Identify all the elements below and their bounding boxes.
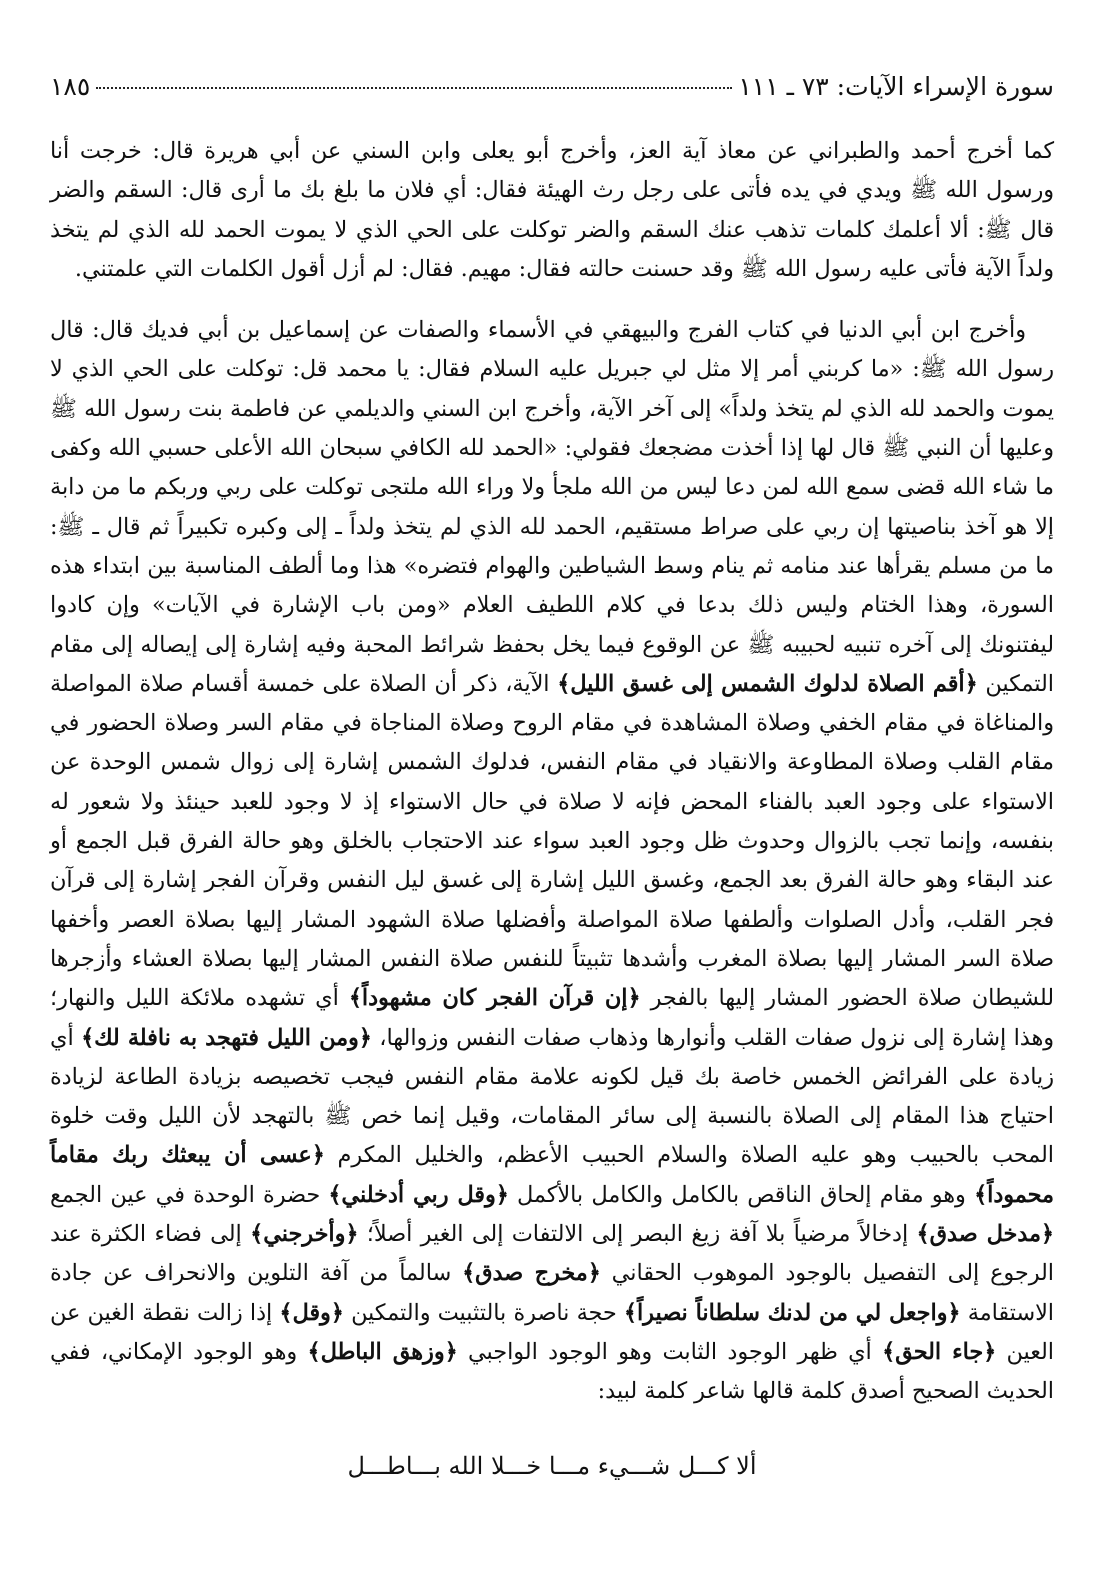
commentary-text: أي ظهر الوجود الثابت وهو الوجود الواجبي bbox=[457, 1338, 883, 1365]
header-dot-leader bbox=[96, 87, 732, 89]
commentary-text: إلى فضاء الكثرة عند الرجوع إلى التفصيل بالوجود الموهوب الحقاني bbox=[50, 1221, 1054, 1287]
commentary-text: إدخالاً مرضياً بلا آفة زيغ البصر إلى الالتفات إلى الغير أصلاً؛ bbox=[358, 1221, 917, 1248]
quran-quote: ﴿عسى أن يبعثك ربك مقاماً محموداً﴾ bbox=[50, 1142, 1054, 1208]
page bbox=[50, 72, 1054, 1552]
commentary-text: سالماً من آفة التلوين والانحراف عن جادة الاستقامة bbox=[50, 1260, 1054, 1326]
paragraph-hadith: كما أخرج أحمد والطبراني عن معاذ آية العز، وأخرج أبو يعلى وابن السني عن أبي هريرة قال: خرجت أنا ورسول الله ﷺ ويدي في يده فأتى على رجل رث الهيئة فقال: أي فلان ما بلغ بك ما أرى قال: السقم والضر قال ﷺ: ألا أعلمك كلمات تذهب عنك السقم والضر توكلت على الحي الذي لا يموت الحمد لله الذي لم يتخذ ولداً الآية فأتى عليه رسول الله ﷺ وقد حسنت حالته فقال: مهيم. فقال: لم أزل أقول الكلمات التي علمتني. bbox=[50, 138, 1054, 282]
commentary-text: أي زيادة على الفرائض الخمس خاصة بك قيل لكونه علامة مقام النفس فيجب تخصيصه بزيادة الطاعة لزيادة احتياج هذا المقام إلى الصلاة بالنسبة إلى سائر المقامات، وقيل إنما خص ﷺ بالتهجد لأن الليل وقت خلوة المحب بالحبيب وهو عليه الصلاة والسلام الحبيب الأعظم، والخليل المكرم bbox=[50, 1024, 1054, 1169]
quran-quote: ﴿جاء الحق﴾ bbox=[882, 1338, 997, 1365]
commentary-text: الآية، ذكر أن الصلاة على خمسة أقسام صلاة المواصلة والمناغاة في مقام الخفي وصلاة المشاهدة في مقام الروح وصلاة المناجاة في مقام السر وصلاة الحضور في مقام القلب وصلاة المطاوعة والانقياد في مقام النفس، فدلوك الشمس إشارة إلى زوال شمس الوحدة عن الاستواء على وجود العبد بالفناء المحض فإنه لا صلاة في حال الاستواء إذ لا وجود للعبد حينئذ ولا شعور له بنفسه، وإنما تجب بالزوال وحدوث ظل وجود العبد سواء عند الاحتجاب بالخلق وهو حالة الفرق قبل الجمع أو عند البقاء وهو حالة الفرق بعد الجمع، وغسق الليل إشارة إلى غسق ليل النفس وقرآن الفجر إشارة إلى قرآن فجر القلب، وأدل الصلوات وألطفها صلاة المواصلة وأفضلها صلاة الشهود المشار إليها بصلاة العصر وأخفها صلاة السر المشار إليها بصلاة المغرب وأشدها تثبيتاً للنفس صلاة النفس المشار إليها بصلاة العشاء وأزجرها للشيطان صلاة الحضور المشار إليها بالفجر bbox=[50, 670, 1054, 1012]
quran-quote: ﴿وأخرجني﴾ bbox=[250, 1221, 359, 1248]
paragraph-commentary bbox=[50, 311, 1054, 1411]
quran-quote: ﴿ومن الليل فتهجد به نافلة لك﴾ bbox=[81, 1024, 372, 1051]
commentary-text: وأخرج ابن أبي الدنيا في كتاب الفرج والبيهقي في الأسماء والصفات عن إسماعيل بن أبي فديك قال: قال رسول الله ﷺ: «ما كربني أمر إلا مثل لي جبريل عليه السلام فقال: يا محمد قل: توكلت على الحي الذي لا يموت والحمد لله الذي لم يتخذ ولداً» إلى آخر الآية، وأخرج ابن السني والديلمي عن فاطمة بنت رسول الله ﷺ وعليها أن النبي ﷺ قال لها إذا أخذت مضجعك فقولي: «الحمد لله الكافي سبحان الله الأعلى حسبي الله وكفى ما شاء الله قضى سمع الله لمن دعا ليس من الله ملجأ ولا وراء الله ملتجى توكلت على ربي وربكم ما من دابة إلا هو آخذ بناصيتها إن ربي على صراط مستقيم، الحمد لله الذي لم يتخذ ولداً ـ إلى وكبره تكبيراً ثم قال ـ ﷺ: ما من مسلم يقرأها عند منامه ثم ينام وسط الشياطين والهوام فتضره» هذا وما ألطف المناسبة بين ابتداء هذه السورة، وهذا الختام وليس ذلك بدعا في كلام اللطيف العلام «ومن باب الإشارة في الآيات» وإن كادوا ليفتنونك إلى آخره تنبيه لحبيبه ﷺ عن الوقوع فيما يخل بحفظ شرائط المحبة وفيه إشارة إلى إيصاله إلى مقام التمكين bbox=[50, 317, 1055, 697]
quran-quote: ﴿مخرج صدق﴾ bbox=[462, 1260, 601, 1287]
commentary-text: إذا زالت نقطة الغين عن العين bbox=[50, 1299, 1054, 1365]
page-number: ١٨٥ bbox=[50, 72, 91, 101]
quran-quote: ﴿وقل ربي أدخلني﴾ bbox=[328, 1181, 509, 1208]
quran-quote: ﴿مدخل صدق﴾ bbox=[916, 1221, 1054, 1248]
quran-quote: ﴿أقم الصلاة لدلوك الشمس إلى غسق الليل﴾ bbox=[557, 670, 978, 697]
commentary-text: أي تشهده ملائكة الليل والنهار؛ وهذا إشارة إلى نزول صفات القلب وأنوارها وذهاب صفات النفس وزوالها، bbox=[50, 985, 1054, 1051]
quran-quote: ﴿واجعل لي من لدنك سلطاناً نصيراً﴾ bbox=[623, 1299, 961, 1326]
commentary-text: وهو مقام إلحاق الناقص بالكامل والكامل بالأكمل bbox=[508, 1181, 975, 1208]
quran-quote: ﴿وزهق الباطل﴾ bbox=[307, 1338, 458, 1365]
quran-quote: ﴿إن قرآن الفجر كان مشهوداً﴾ bbox=[348, 985, 641, 1012]
commentary-text: وهو الوجود الإمكاني، ففي الحديث الصحيح أصدق كلمة قالها شاعر كلمة لبيد: bbox=[50, 1338, 1054, 1405]
running-header bbox=[50, 72, 1054, 124]
header-title: سورة الإسراء الآيات: ٧٣ ـ ١١١ bbox=[738, 72, 1054, 101]
quran-quote: ﴿وقل﴾ bbox=[279, 1299, 344, 1326]
verse-text: ألا كـــل شـــيء مـــا خـــلا الله بـــاطـــل bbox=[347, 1451, 757, 1480]
commentary-text: حجة ناصرة بالتثبيت والتمكين bbox=[343, 1299, 624, 1326]
poetry-verse bbox=[50, 1452, 1054, 1480]
commentary-text: حضرة الوحدة في عين الجمع bbox=[50, 1181, 329, 1208]
